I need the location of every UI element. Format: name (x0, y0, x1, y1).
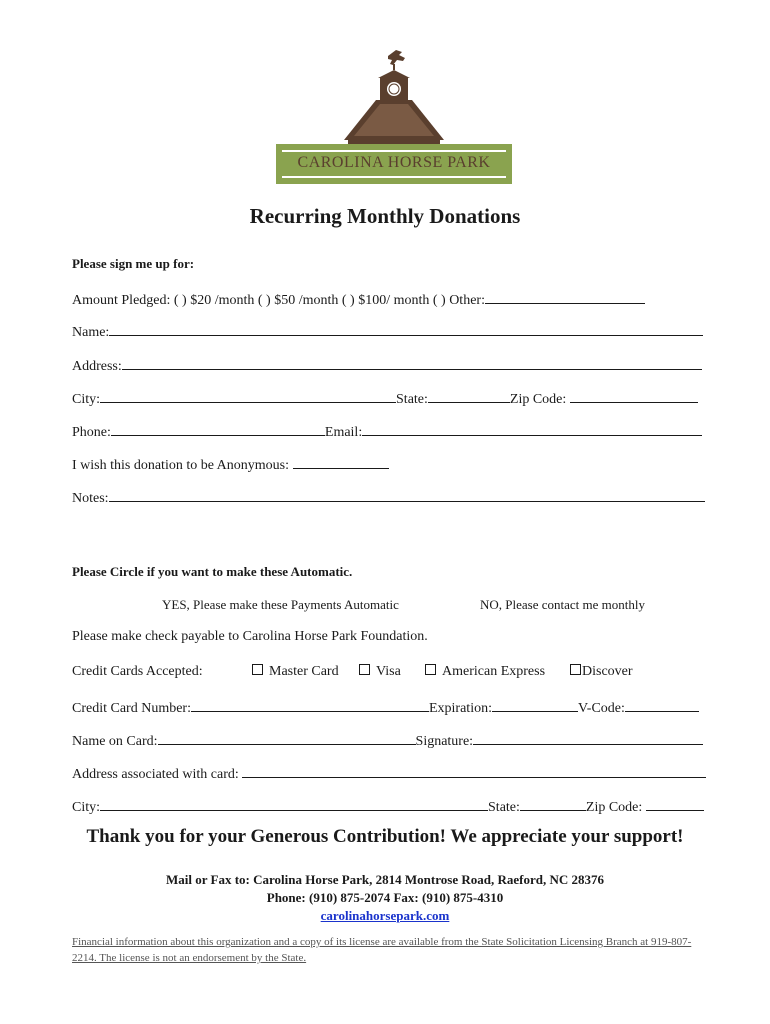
city-row (72, 389, 698, 408)
card-state-field[interactable] (520, 797, 586, 811)
card-address-row (72, 764, 706, 783)
visa-checkbox[interactable] (359, 664, 370, 675)
mastercard-label: Master Card (269, 664, 339, 679)
mail-address-line: Mail or Fax to: Carolina Horse Park, 2814 Montrose Road, Raeford, NC 28376 (166, 872, 604, 887)
name-field[interactable] (109, 322, 703, 336)
card-option-visa[interactable] (359, 664, 401, 680)
card-number-field[interactable] (191, 698, 429, 712)
carolina-horse-park-logo (276, 42, 512, 184)
address-label: Address: (72, 359, 122, 374)
phone-field[interactable] (111, 422, 325, 436)
card-option-discover[interactable] (570, 664, 633, 680)
amount-row (72, 290, 645, 309)
amount-label: Amount Pledged: (72, 293, 171, 308)
card-option-mastercard[interactable] (252, 664, 339, 680)
card-city-label: City: (72, 800, 101, 815)
card-address-label: Address associated with card: (72, 767, 239, 782)
email-field[interactable] (362, 422, 702, 436)
notes-row (72, 488, 705, 507)
name-on-card-field[interactable] (158, 731, 416, 745)
zip-label: Zip Code: (509, 392, 567, 407)
automatic-no-option[interactable]: NO, Please contact me monthly (480, 597, 645, 612)
credit-accepted-label: Credit Cards Accepted: (72, 664, 203, 679)
automatic-yes-option[interactable]: YES, Please make these Payments Automatic (162, 597, 399, 612)
signature-field[interactable] (473, 731, 703, 745)
vcode-label: V-Code: (577, 701, 625, 716)
state-label: State: (396, 392, 428, 407)
card-zip-field[interactable] (646, 797, 704, 811)
card-address-field[interactable] (242, 764, 706, 778)
amex-checkbox[interactable] (425, 664, 436, 675)
thank-you-message: Thank you for your Generous Contribution! We appreciate your support! (86, 826, 684, 847)
page-title: Recurring Monthly Donations (249, 204, 521, 228)
website-line (0, 908, 770, 924)
website-link[interactable]: carolinahorsepark.com (320, 908, 450, 923)
signup-heading: Please sign me up for: (72, 256, 195, 271)
name-row (72, 322, 703, 341)
card-city-field[interactable] (100, 797, 488, 811)
address-field[interactable] (122, 356, 702, 370)
notes-field[interactable] (109, 488, 705, 502)
other-amount-field[interactable] (485, 290, 645, 304)
amount-options[interactable]: ( ) $20 /month ( ) $50 /month ( ) $100/ month ( ) Other: (173, 293, 485, 308)
card-number-row (72, 698, 699, 717)
zip-field[interactable] (570, 389, 698, 403)
phone-fax-line: Phone: (910) 875-2074 Fax: (910) 875-4310 (266, 890, 504, 905)
phone-row (72, 422, 702, 441)
city-label: City: (72, 392, 101, 407)
anonymous-row (72, 455, 389, 474)
licensing-disclaimer: Financial information about this organization and a copy of its license are available from the State Solicitation Licensing Branch at 919-807-2214. The license is not an endorsement by the State. (72, 936, 692, 964)
signature-label: Signature: (415, 734, 474, 749)
card-state-label: State: (488, 800, 520, 815)
expiration-field[interactable] (492, 698, 578, 712)
card-number-label: Credit Card Number: (72, 701, 191, 716)
logo-text: CAROLINA HORSE PARK (297, 154, 491, 171)
city-field[interactable] (100, 389, 396, 403)
visa-label: Visa (376, 664, 401, 679)
vcode-field[interactable] (625, 698, 699, 712)
expiration-label: Expiration: (428, 701, 492, 716)
notes-label: Notes: (72, 491, 109, 506)
anonymous-field[interactable] (293, 455, 389, 469)
name-label: Name: (72, 325, 110, 340)
state-field[interactable] (428, 389, 510, 403)
discover-label: Discover (582, 664, 633, 679)
discover-checkbox[interactable] (570, 664, 581, 675)
anonymous-label: I wish this donation to be Anonymous: (72, 458, 289, 473)
email-label: Email: (324, 425, 363, 440)
logo-banner (276, 144, 512, 184)
name-on-card-label: Name on Card: (72, 734, 158, 749)
automatic-heading: Please Circle if you want to make these Automatic. (72, 564, 353, 579)
check-payable-note: Please make check payable to Carolina Horse Park Foundation. (72, 629, 428, 644)
card-zip-label: Zip Code: (585, 800, 643, 815)
card-city-row (72, 797, 704, 816)
address-row (72, 356, 702, 375)
phone-label: Phone: (72, 425, 111, 440)
name-on-card-row (72, 731, 703, 750)
mastercard-checkbox[interactable] (252, 664, 263, 675)
card-option-amex[interactable] (425, 664, 545, 680)
amex-label: American Express (442, 664, 546, 679)
